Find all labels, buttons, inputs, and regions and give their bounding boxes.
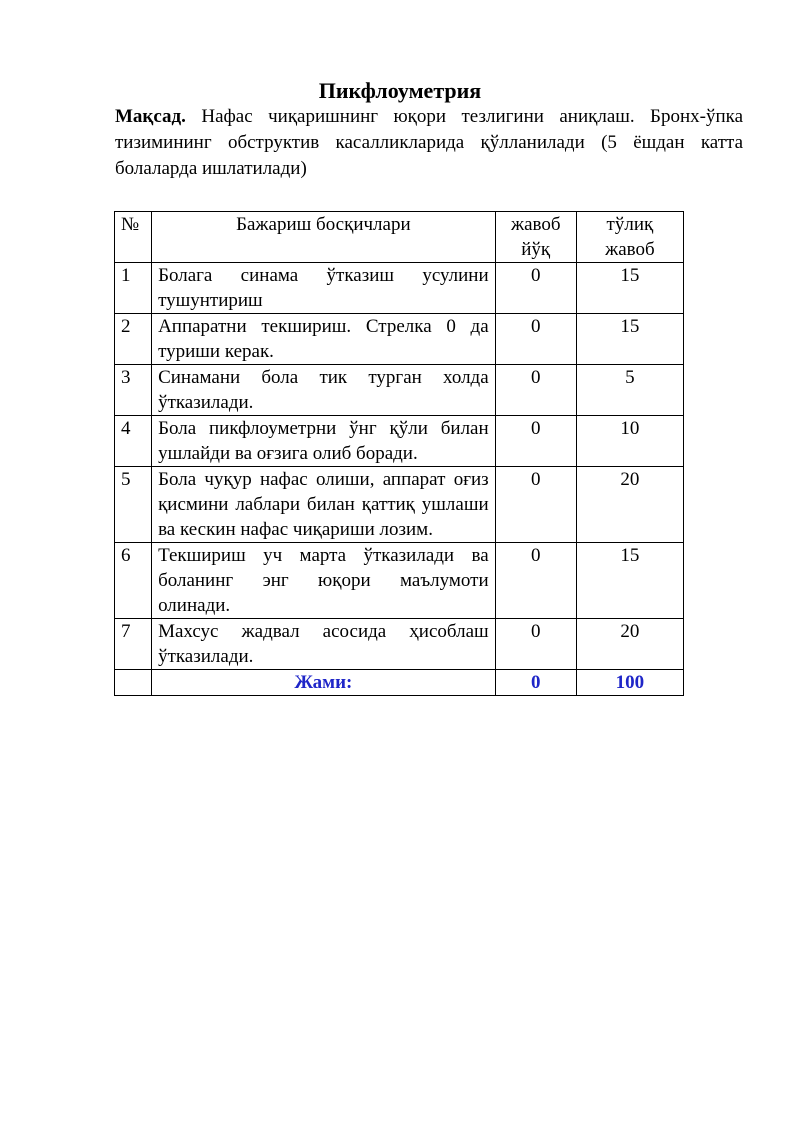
row-no-answer: 0 [495,619,576,670]
row-number: 2 [115,314,152,365]
row-number: 3 [115,365,152,416]
table-body [115,263,684,696]
total-no-answer: 0 [495,670,576,696]
row-step: Болага синама ўтказиш усулини тушунтириш [152,263,496,314]
row-step: Бола пикфлоуметрни ўнг қўли билан ушлайди ва оғзига олиб боради. [152,416,496,467]
row-step: Синамани бола тик турган холда ўтказилади. [152,365,496,416]
total-full-answer: 100 [576,670,683,696]
row-full-answer: 5 [576,365,683,416]
table-row [115,365,684,416]
row-full-answer: 15 [576,543,683,619]
row-no-answer: 0 [495,314,576,365]
goal-label: Мақсад. [115,106,186,127]
page-title: Пикфлоуметрия [318,78,482,103]
row-full-answer: 15 [576,314,683,365]
checklist-table [114,211,684,696]
row-no-answer: 0 [495,263,576,314]
row-number: 7 [115,619,152,670]
table-header-row [115,212,684,263]
row-no-answer: 0 [495,467,576,543]
goal-text: Нафас чиқаришнинг юқори тезлигини аниқлаш. Бронх-ўпка тизимининг обструктив касалликларида қўлланилади (5 ёшдан катта болаларда ишлатилади) [115,106,743,179]
table-row [115,467,684,543]
header-full-answer: тўлиқ жавоб [576,212,683,263]
table-row [115,263,684,314]
table-total-row [115,670,684,696]
row-no-answer: 0 [495,416,576,467]
row-full-answer: 20 [576,467,683,543]
total-empty-cell [115,670,152,696]
row-number: 1 [115,263,152,314]
row-step: Махсус жадвал асосида ҳисоблаш ўтказилади. [152,619,496,670]
header-number: № [115,212,152,263]
row-step: Бола чуқур нафас олиши, аппарат оғиз қисмини лаблари билан қаттиқ ушлаши ва кескин нафас чиқариши лозим. [152,467,496,543]
row-step: Текшириш уч марта ўтказилади ва боланинг энг юқори маълумоти олинади. [152,543,496,619]
row-number: 5 [115,467,152,543]
row-full-answer: 20 [576,619,683,670]
row-no-answer: 0 [495,543,576,619]
row-full-answer: 15 [576,263,683,314]
total-label: Жами: [152,670,496,696]
table-row [115,416,684,467]
goal-paragraph [115,104,743,182]
header-no-answer: жавоб йўқ [495,212,576,263]
row-number: 4 [115,416,152,467]
row-full-answer: 10 [576,416,683,467]
table-row [115,619,684,670]
row-step: Аппаратни текшириш. Стрелка 0 да туриши керак. [152,314,496,365]
table-row [115,543,684,619]
row-number: 6 [115,543,152,619]
table-row [115,314,684,365]
header-steps: Бажариш босқичлари [152,212,496,263]
row-no-answer: 0 [495,365,576,416]
